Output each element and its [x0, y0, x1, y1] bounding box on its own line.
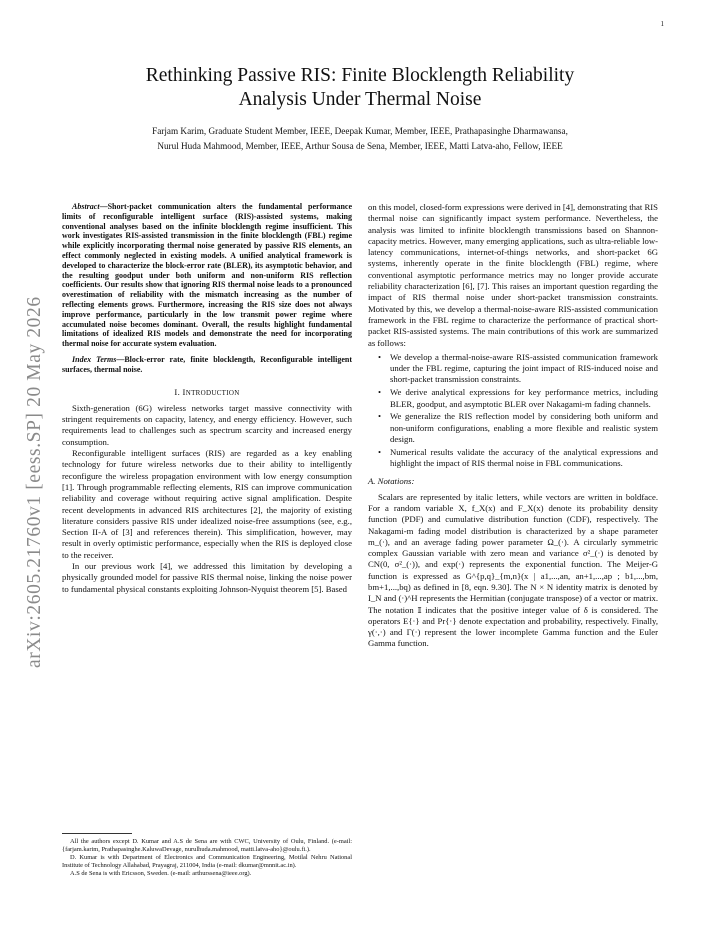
- abstract-label: Abstract: [72, 202, 100, 211]
- section-number: I.: [174, 386, 183, 397]
- index-terms: [62, 355, 352, 375]
- index-terms-text: —Block-error rate, finite blocklength, Reconfigurable intelligent surfaces, thermal noise.: [62, 354, 353, 374]
- section-heading-introduction: [62, 387, 352, 399]
- footnotes: [62, 838, 352, 878]
- list-item: [378, 411, 658, 445]
- intro-paragraph-3: In our previous work [4], we addressed this limitation by developing a physically grounded model for passive RIS thermal noise, linking the noise power to fundamental physical constants exploiting Johnson-Nyquist theorem [5]. Based: [62, 561, 352, 594]
- index-terms-label: Index Terms: [72, 354, 117, 364]
- paper-title: [60, 64, 660, 112]
- author-line-1: Farjam Karim, Graduate Student Member, IEEE, Deepak Kumar, Member, IEEE, Prathapasinghe Dharmawansa,: [152, 126, 568, 136]
- list-item: [378, 446, 658, 470]
- footnote-affiliation-ericsson: A.S de Sena is with Ericsson, Sweden. (e-mail: arthurssena@ieee.org).: [70, 870, 252, 877]
- footnote-divider: [62, 833, 132, 834]
- list-item: [378, 351, 658, 386]
- footnote-affiliation-mnnit: D. Kumar is with Department of Electronics and Communication Engineering, Motilal Nehru National Institute of Technology Allahabad, Prayagraj, 211004, India (e-mail: dkumar@mnnit.ac.in).: [62, 854, 352, 869]
- page-number: 1: [660, 20, 664, 28]
- intro-paragraph-2: Reconfigurable intelligent surfaces (RIS) are regarded as a key enabling technology for future wireless networks due to their ability to intelligently reconfigure the wireless propagation environment with low energy consumption [1]. Through programmable reflecting elements, RIS can improve communication reliability and coverage without requiring active signal amplification. Despite recent developments in advanced RIS architectures [2], the majority of existing literature considers passive RIS under idealized noise-free assumptions (see, e.g., Section II-A of [3] and references therein). This simplification, however, may result in overly optimistic performance, especially when the RIS is deployed close to the receiver.: [62, 448, 352, 560]
- intro-paragraph-1: Sixth-generation (6G) wireless networks target massive connectivity with stringent requirements on capacity, latency, and energy efficiency. However, such requirements lead to challenges such as spectrum scarcity and increased energy consumption.: [62, 402, 352, 447]
- abstract: [62, 202, 352, 349]
- contribution-text: We generalize the RIS reflection model by considering both uniform and non-uniform configurations, enabling a more flexible and realistic system design.: [390, 411, 658, 444]
- abstract-text: —Short-packet communication alters the fundamental performance limits of reconfigurable intelligent surface (RIS)-assisted systems, making conventional analyses based on the infinite blocklength regime insufficient. This work investigates RIS-assisted transmission in the finite blocklength (FBL) regime while explicitly incorporating thermal noise generated by passive RIS elements, an effect commonly neglected in existing models. A unified analytical framework is developed to characterize the block-error rate (BLER), its asymptotic behavior, and the resulting goodput under both uniform and non-uniform RIS reflection coefficients. Our results show that ignoring RIS thermal noise leads to a pronounced overestimation of reliability with the mismatch increasing as the number of reflecting elements grows. Furthermore, increasing the RIS size does not always improve performance, particularly in the low transmit power regime where accumulated noise becomes dominant. Overall, the results highlight fundamental limitations of idealized RIS models and demonstrate the need for incorporating thermal noise for accurate system evaluation.: [62, 202, 352, 349]
- author-line-2: Nurul Huda Mahmood, Member, IEEE, Arthur Sousa de Sena, Member, IEEE, Matti Latva-aho, Fellow, IEEE: [157, 140, 563, 151]
- bullet-icon: •: [378, 411, 382, 422]
- paper-title-line-1: Rethinking Passive RIS: Finite Blocklength Reliability: [145, 65, 575, 86]
- list-item: [378, 387, 658, 410]
- contributions-list: [368, 352, 658, 469]
- contribution-text: We derive analytical expressions for key performance metrics, including BLER, goodput, and asymptotic BLER over Nakagami-m fading channels.: [390, 387, 658, 409]
- right-column: [368, 202, 658, 650]
- bullet-icon: •: [378, 351, 382, 362]
- subsection-heading-notations: A. Notations:: [368, 476, 415, 487]
- section-title-initial: I: [182, 386, 186, 397]
- contribution-text: Numerical results validate the accuracy of the analytical expressions and highlight the impact of RIS thermal noise in FBL communications.: [390, 446, 658, 469]
- section-title-rest: NTRODUCTION: [185, 388, 240, 397]
- footnote-affiliation-cwc: All the authors except D. Kumar and A.S de Sena are with CWC, University of Oulu, Finland. (e-mail: {farjam.karim, Prathapasinghe.KaluwaDevage, nurulhuda.mahmood, matti.latva-aho}@oulu.fi.).: [62, 838, 352, 853]
- paper-title-line-2: Analysis Under Thermal Noise: [238, 89, 482, 110]
- intro-paragraph-continued: on this model, closed-form expressions were derived in [4], demonstrating that RIS thermal noise can significantly impact system performance. Nevertheless, the analysis was limited to infinite blocklength transmissions based on Shannon-capacity metrics. However, many emerging applications, such as ultra-reliable low-latency communications, internet-of-things networks, and short-packet 6G systems, inherently operate in the finite blocklength (FBL) regime, where conventional asymptotic performance metrics may no longer provide accurate reliability characterization [6], [7]. This raises an important question regarding the impact of RIS thermal noise under short-packet transmission constraints. Motivated by this, we develop a thermal-noise-aware RIS-assisted communication framework in the FBL regime to characterize the performance of practical short-packet RIS-assisted systems. The main contributions of this work are summarized as follows:: [368, 202, 658, 348]
- bullet-icon: •: [378, 446, 382, 457]
- notations-paragraph: Scalars are represented by italic letters, while vectors are written in boldface. For a random variable X, f_X(x) and F_X(x) denote its probability density function (PDF) and cumulative distribution function (CDF), respectively. The Nakagami-m fading model distribution is characterized by a shape parameter m_(·), and an average fading power parameter Ω_(·). A circularly symmetric complex Gaussian variable with zero mean and variance σ²_(·) is denoted by CN(0, σ²_(·)), and exp(·) represents the exponential function. The Meijer-G function is expressed as G^{p,q}_{m,n}(x | a1,...,an, an+1,...,ap ; b1,...,bm, bm+1,...,bq) as defined in [8, eqn. 9.30]. The N × N identity matrix is denoted by I_N and (·)^H represents the Hermitian (conjugate transpose) of a vector or matrix. The notation 𝕀 indicates that the positive integer value of δ is considered. The operators E{·} and Pr{·} denote expectation and probability, respectively. Finally, γ(·,·) and Γ(·) represent the lower incomplete Gamma function and the Euler Gamma function.: [368, 491, 658, 649]
- left-column: [62, 202, 352, 595]
- bullet-icon: •: [378, 387, 382, 398]
- author-list: [60, 124, 660, 153]
- arxiv-identifier-stamp[interactable]: arXiv:2605.21760v1 [eess.SP] 20 May 2026: [24, 296, 45, 668]
- contribution-text: We develop a thermal-noise-aware RIS-assisted communication framework under the FBL regime, capturing the joint impact of RIS-induced noise and short-packet transmission constraints.: [390, 351, 658, 385]
